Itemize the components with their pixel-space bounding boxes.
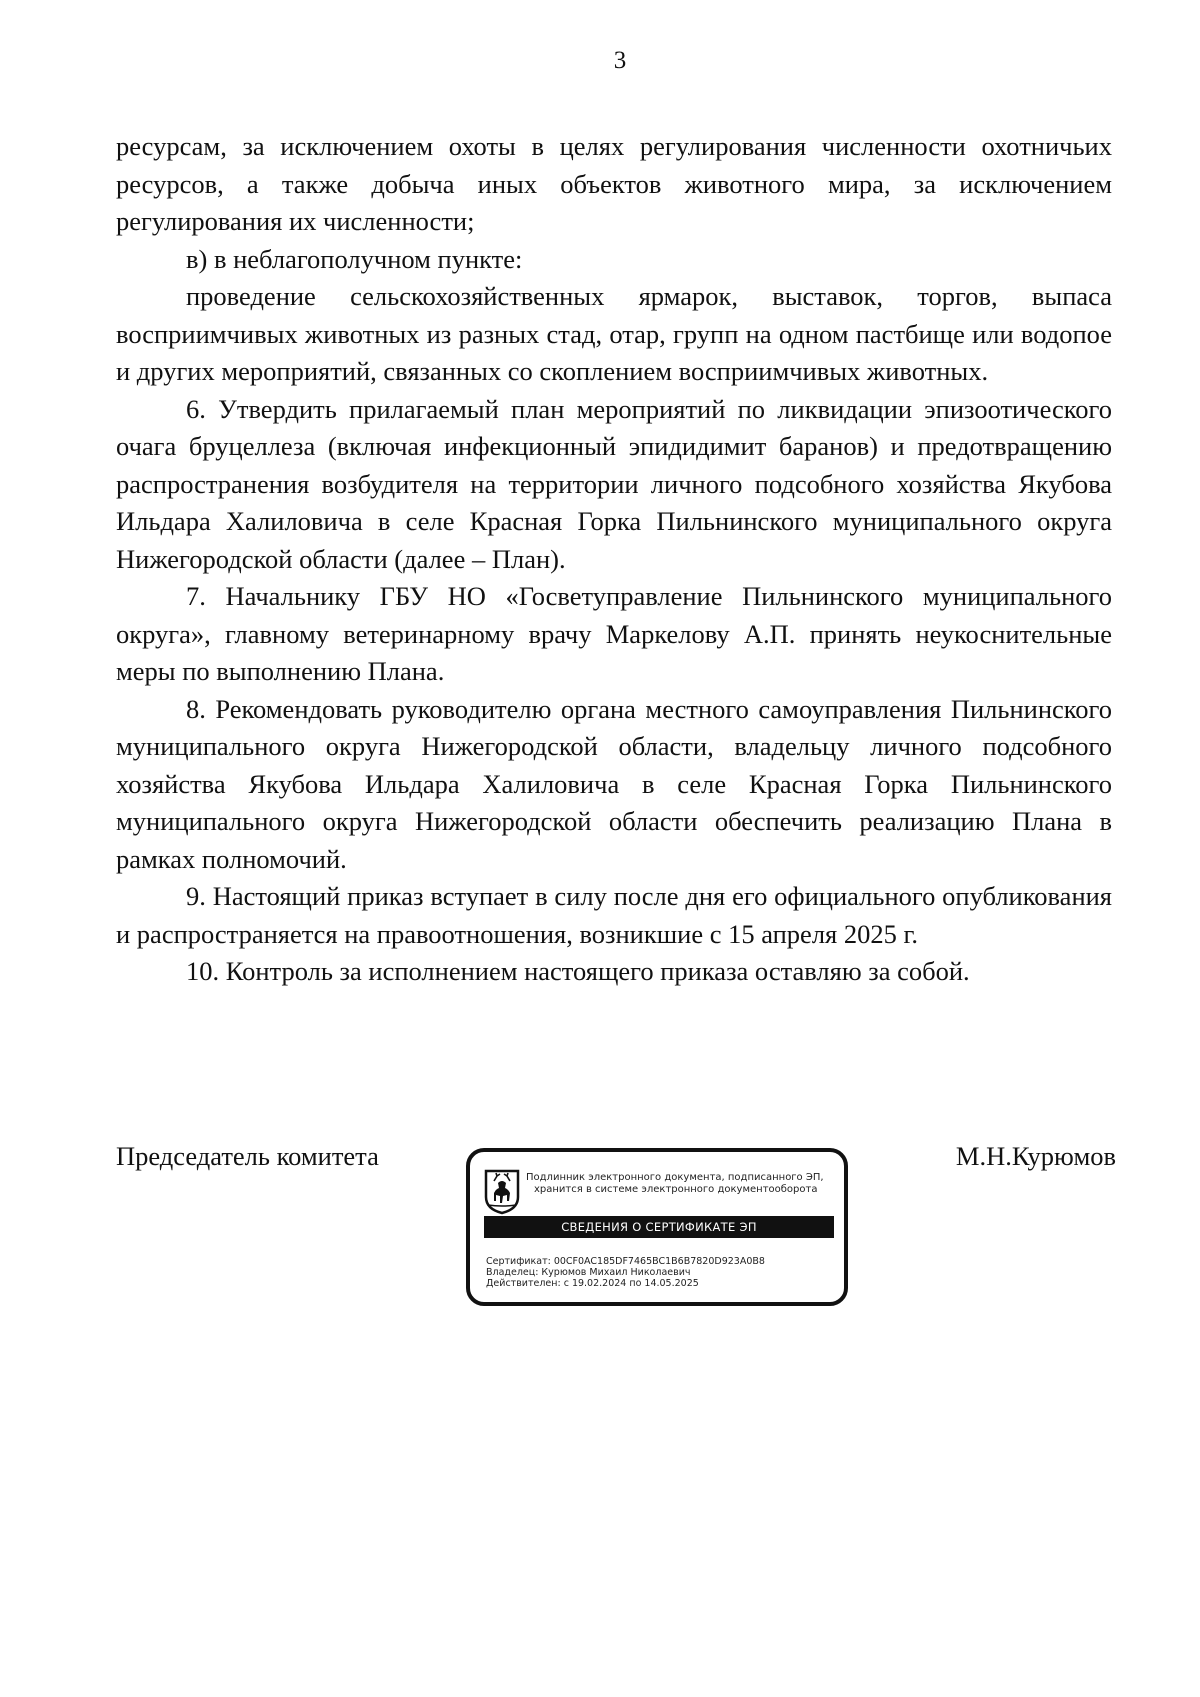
stamp-owner: Владелец: Курюмов Михаил Николаевич [486, 1267, 691, 1278]
deer-coat-of-arms-icon [484, 1169, 520, 1215]
document-body [116, 128, 1112, 991]
paragraph-item-6: 6. Утвердить прилагаемый план мероприятий по ликвидации эпизоотического очага бруцеллеза (включая инфекционный эпидидимит баранов) и предотвращению распространения возбудителя на территории личного подсобного хозяйства Якубова Ильдара Халиловича в селе Красная Горка Пильнинского муниципального округа Нижегородской области (далее – План). [116, 393, 1112, 574]
stamp-header [526, 1172, 838, 1196]
paragraph-item-8: 8. Рекомендовать руководителю органа местного самоуправления Пильнинского муниципального округа Нижегородской области, владельцу личного подсобного хозяйства Якубова Ильдара Халиловича в селе Красная Горка Пильнинского муниципального округа Нижегородской области обеспечить реализацию Плана в рамках полномочий. [116, 693, 1112, 874]
stamp-certificate-title: СВЕДЕНИЯ О СЕРТИФИКАТЕ ЭП [484, 1216, 834, 1238]
stamp-details [486, 1256, 836, 1289]
stamp-header-line2: хранится в системе электронного документооборота [534, 1184, 818, 1195]
electronic-signature-stamp [466, 1148, 848, 1306]
paragraph-continuation: ресурсам, за исключением охоты в целях регулирования численности охотничьих ресурсов, а также добыча иных объектов животного мира, за исключением регулирования их численности; [116, 131, 1112, 236]
stamp-certificate-number: Сертификат: 00CF0AC185DF7465BC1B6B7820D923A0B8 [486, 1256, 765, 1267]
stamp-validity: Действителен: с 19.02.2024 по 14.05.2025 [486, 1278, 699, 1289]
paragraph-item-7: 7. Начальнику ГБУ НО «Госветуправление Пильнинского муниципального округа», главному ветеринарному врачу Маркелову А.П. принять неукоснительные меры по выполнению Плана. [116, 581, 1112, 686]
signatory-title: Председатель комитета [116, 1141, 379, 1171]
paragraph-item-10: 10. Контроль за исполнением настоящего приказа оставляю за собой. [186, 956, 970, 986]
page-number: 3 [613, 47, 627, 74]
paragraph-item-9: 9. Настоящий приказ вступает в силу после дня его официального опубликования и распространяется на правоотношения, возникшие с 15 апреля 2025 г. [116, 881, 1112, 949]
stamp-header-line1: Подлинник электронного документа, подписанного ЭП, [526, 1172, 824, 1183]
signatory-name: М.Н.Курюмов [955, 1141, 1116, 1171]
paragraph-subitem-v: в) в неблагополучном пункте: [186, 243, 523, 274]
paragraph-restrictions: проведение сельскохозяйственных ярмарок, выставок, торгов, выпаса восприимчивых животных из разных стад, отар, групп на одном пастбище или водопое и других мероприятий, связанных со скоплением восприимчивых животных. [116, 281, 1112, 386]
